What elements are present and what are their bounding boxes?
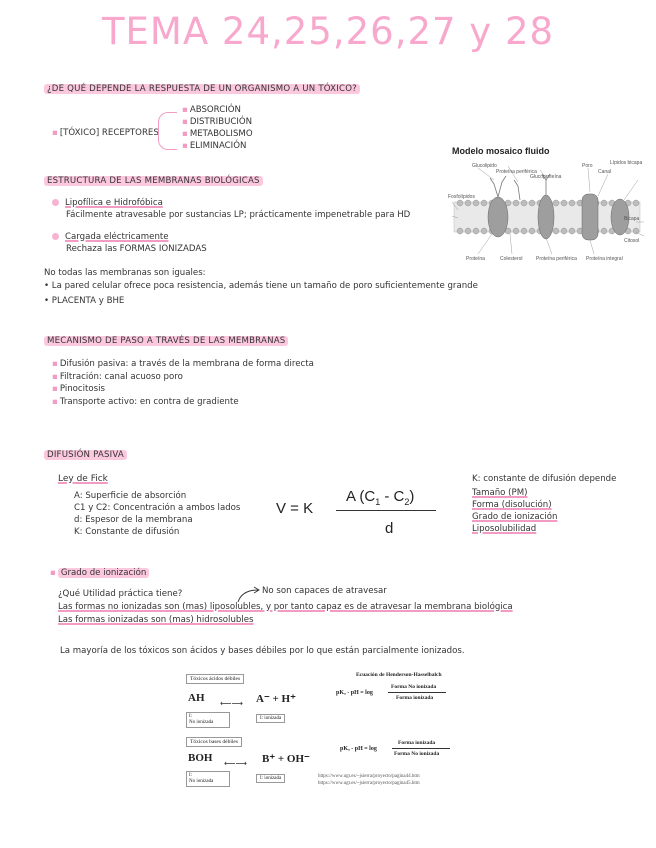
diagram-label: Glucolipido	[472, 163, 497, 169]
property-charged: Cargada eléctricamente	[52, 232, 169, 242]
base-non-ionized-box: I: No ionizada	[186, 771, 230, 787]
note-bullet-cell-wall: • La pared celular ofrece poca resistencia, además tiene un tamaño de poro suficientemente grande	[44, 281, 478, 291]
fick-definitions	[74, 490, 240, 538]
pink-bullet-icon: ▪	[182, 105, 188, 115]
list-item: Liposolubilidad	[472, 524, 537, 534]
weak-acids-bases-note: La mayoría de los tóxicos son ácidos y bases débiles por lo que están parcialmente ionizados.	[60, 646, 465, 656]
pink-bullet-icon: ▪	[50, 568, 56, 578]
section-heading-structure	[44, 176, 263, 186]
list-item: ▪ Transporte activo: en contra de gradiente	[52, 396, 239, 407]
hh-base-numerator: Forma ionizada	[398, 740, 436, 746]
pink-mark-icon: ▪	[52, 128, 58, 138]
diagram-label: Citosol	[624, 238, 640, 244]
response-factor-list	[182, 104, 253, 152]
section-heading-passive-diffusion	[44, 450, 127, 460]
diagram-label: Canal	[598, 169, 612, 175]
acid-title-box: Tóxicos ácidos débiles	[186, 674, 244, 684]
diagram-label: Fosfolípidos	[448, 194, 475, 200]
ionized-statement: Las formas ionizadas son (mas) hidrosolubles	[58, 615, 254, 625]
definition-item: d: Espesor de la membrana	[74, 515, 193, 525]
equation-numerator: A $(C_1 - C_2)$	[346, 488, 415, 507]
list-item: Grado de ionización	[472, 512, 558, 522]
ionization-figure	[186, 670, 456, 795]
annotation-cannot-cross: No son capaces de atravesar	[262, 586, 387, 596]
property-lipophilic: Lipofílica e Hidrofóbica	[52, 198, 163, 208]
source-link[interactable]: https://www.ugr.es/~jsierra/proyecto/pagina44.htm	[318, 774, 420, 779]
non-ionized-statement: Las formas no ionizadas son (mas) liposolubles, y por tanto capaz es de atravesar la membrana biológica	[58, 602, 513, 612]
pink-bullet-icon: ▪	[52, 359, 58, 369]
heading-text: DIFUSIÓN PASIVA	[44, 450, 127, 460]
fraction-bar	[392, 748, 450, 749]
base-ionized-box: I: ionizada	[256, 774, 285, 783]
list-item: ▪ ELIMINACIÓN	[182, 141, 247, 151]
diagram-label: Proteína integral	[586, 256, 623, 262]
membranes-note: No todas las membranas son iguales:	[44, 268, 206, 278]
heading-text: ¿DE QUÉ DEPENDE LA RESPUESTA DE UN ORGANISMO A UN TÓXICO?	[44, 84, 360, 94]
definition-item: C1 y C2: Concentración a ambos lados	[74, 503, 241, 513]
definition-item: K: Constante de difusión	[74, 527, 180, 537]
heading-text: MECANISMO DE PASO A TRAVÉS DE LAS MEMBRANAS	[44, 336, 288, 346]
ionization-heading: ▪ Grado de ionización	[50, 568, 149, 578]
list-item: ▪ METABOLISMO	[182, 129, 253, 139]
list-item: ▪ ABSORCIÓN	[182, 105, 241, 115]
list-item: Tamaño (PM)	[472, 488, 528, 498]
heading-text: ESTRUCTURA DE LAS MEMBRANAS BIOLÓGICAS	[44, 176, 263, 186]
definition-item: A: Superficie de absorción	[74, 491, 187, 501]
k-constant-title: K: constante de difusión depende	[472, 474, 617, 484]
fick-law-title: Ley de Fick	[58, 474, 108, 484]
section-heading-response	[44, 84, 360, 94]
pink-bullet-icon: ▪	[52, 396, 58, 407]
base-products: B⁺ + OH⁻	[262, 753, 310, 765]
diagram-label: Proteína	[466, 256, 485, 262]
ionization-question: ¿Qué Utilidad práctica tiene?	[58, 589, 183, 599]
diagram-label: Colesterol	[500, 256, 523, 262]
fraction-bar	[388, 692, 446, 693]
hh-title: Ecuación de Henderson-Hasselbalch	[356, 672, 442, 678]
base-title-box: Tóxicos bases débiles	[186, 737, 242, 747]
source-link[interactable]: https://www.ugr.es/~jsierra/proyecto/pagina45.htm	[318, 781, 420, 786]
bracket-icon	[158, 112, 177, 150]
fraction-bar	[336, 510, 436, 511]
mechanism-list	[52, 358, 314, 408]
pink-bullet-icon: ▪	[52, 384, 58, 394]
acid-non-ionized-box: I: No ionizada	[186, 712, 230, 728]
pink-bullet-icon: ▪	[182, 117, 188, 127]
diagram-label: Bicapa	[624, 216, 640, 222]
k-factor-list	[472, 487, 557, 535]
hh-acid-denominator: Forma ionizada	[396, 695, 434, 701]
hh-acid-numerator: Forma No ionizada	[391, 684, 437, 690]
acid-ionized-box: I: ionizada	[256, 714, 285, 723]
list-item: Forma (disolución)	[472, 500, 552, 510]
equilibrium-arrow-icon: ⟵⟶	[224, 759, 247, 768]
hh-acid-lhs: pKₐ - pH = log	[336, 690, 373, 696]
hh-base-lhs: pKₐ - pH = log	[340, 746, 377, 752]
pink-bullet-icon: ▪	[182, 129, 188, 139]
list-item: ▪ Difusión pasiva: a través de la membrana de forma directa	[52, 359, 314, 369]
list-item: ▪ Pinocitosis	[52, 384, 105, 394]
figure-title: Modelo mosaico fluido	[452, 146, 550, 156]
pink-bullet-icon	[52, 233, 59, 240]
diagram-label: Proteína periférica	[496, 169, 537, 175]
acid-formula: AH	[188, 692, 205, 704]
diagram-label: Glucoproteína	[530, 174, 562, 180]
base-formula: BOH	[188, 752, 213, 764]
membrane-diagram-icon	[448, 160, 648, 270]
note-bullet-placenta: • PLACENTA y BHE	[44, 296, 125, 306]
property-charged-text: Rechaza las FORMAS IONIZADAS	[66, 244, 207, 254]
fluid-mosaic-figure	[448, 146, 648, 266]
hh-base-denominator: Forma No ionizada	[394, 751, 440, 757]
property-lipophilic-text: Fácilmente atravesable por sustancias LP; prácticamente impenetrable para HD	[66, 210, 411, 220]
equation-lhs: V = K	[276, 500, 314, 517]
acid-products: A⁻ + H⁺	[256, 693, 296, 705]
equation-denominator: d	[385, 520, 394, 537]
pink-bullet-icon: ▪	[52, 371, 58, 382]
pink-bullet-icon: ▪	[182, 141, 188, 151]
page-title: TEMA 24,25,26,27 y 28	[101, 10, 555, 53]
section-heading-mechanism	[44, 336, 288, 346]
toxic-receptors-label: ▪ [TÓXICO] RECEPTORES	[52, 128, 159, 138]
list-item: ▪ Filtración: canal acuoso poro	[52, 371, 183, 382]
diagram-label: Proteína periférica	[536, 256, 577, 262]
list-item: ▪ DISTRIBUCIÓN	[182, 117, 253, 127]
pink-bullet-icon	[52, 199, 59, 206]
equilibrium-arrow-icon: ⟵⟶	[220, 699, 243, 708]
diagram-label: Lípidos bicapa	[610, 160, 643, 166]
diagram-label: Poro	[582, 163, 593, 169]
